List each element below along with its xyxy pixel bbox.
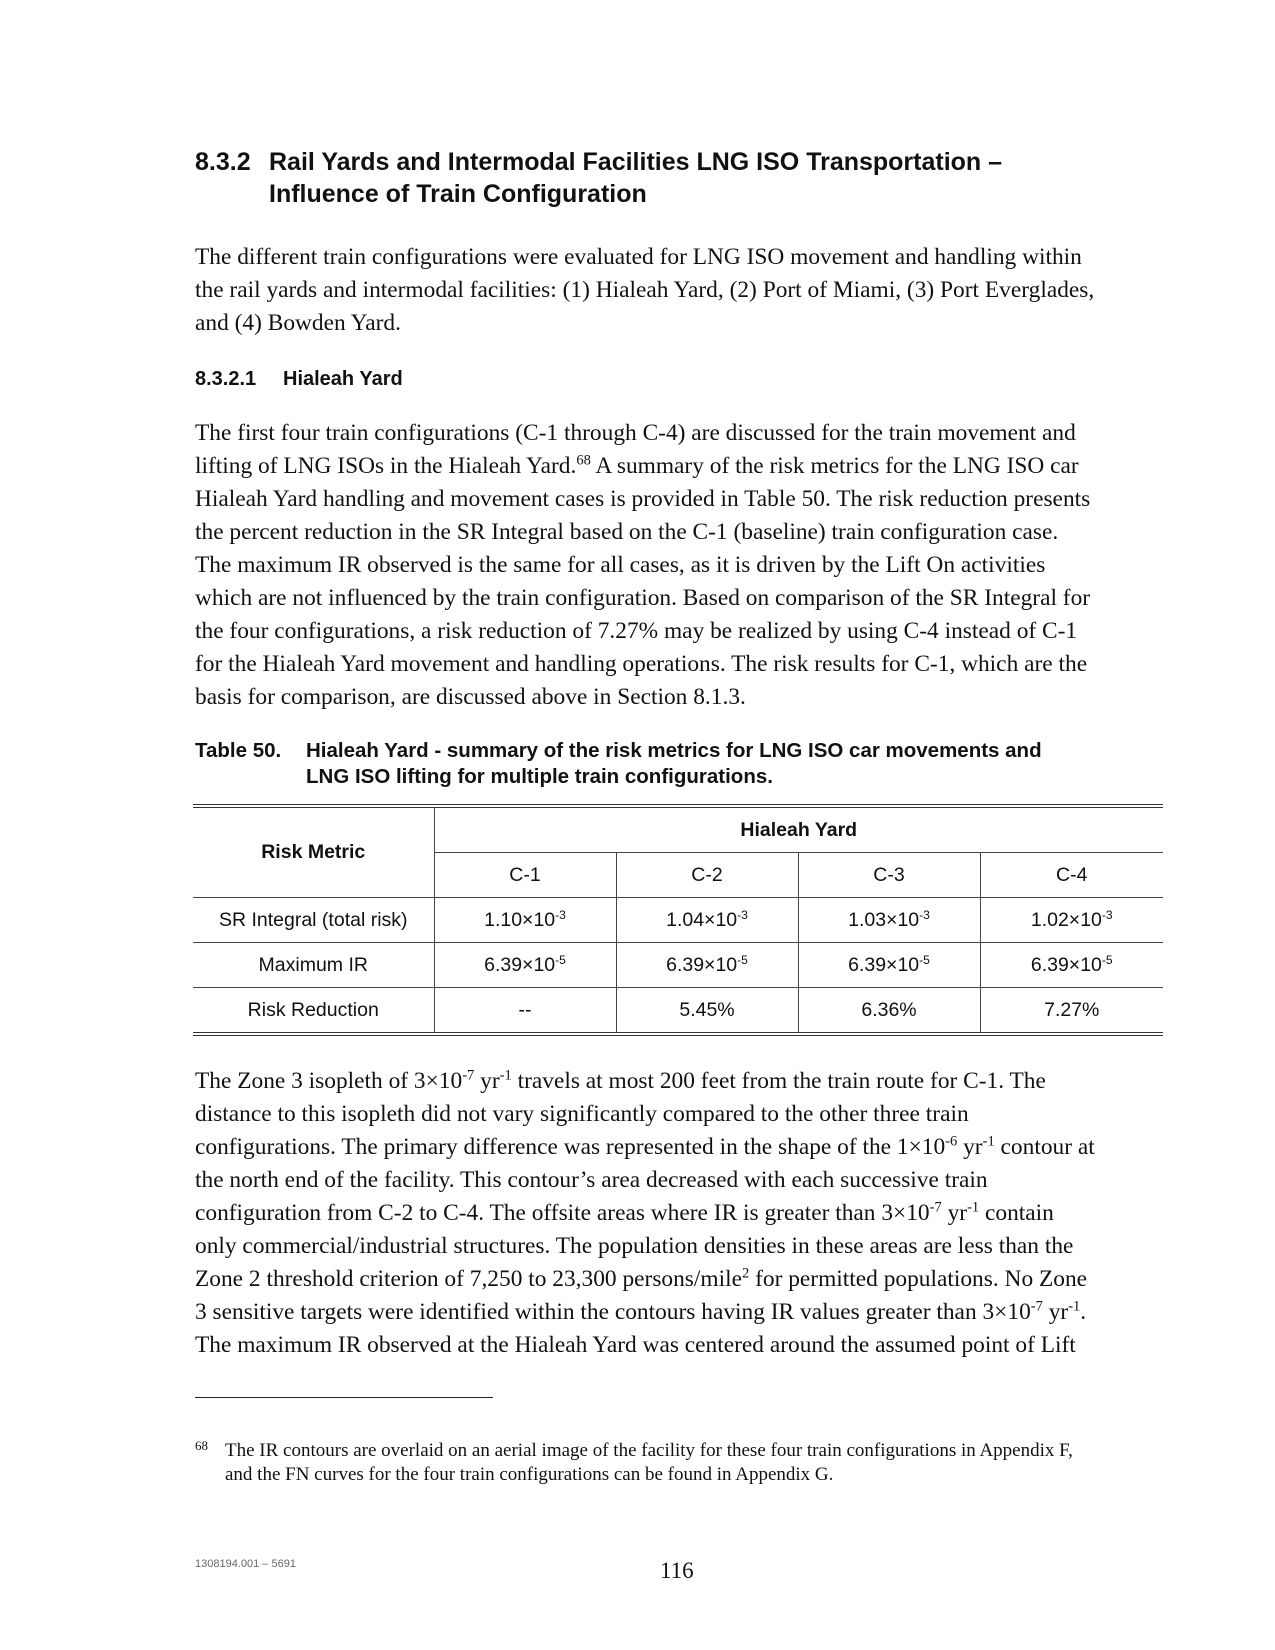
paragraph-line: The Zone 3 isopleth of $3\times 10^{-7}$ $yr^{-1}$ travels at most 200 feet from the train route for C-1. The bbox=[195, 1067, 1046, 1094]
section-number: 8.3.2 bbox=[195, 148, 251, 176]
zone-paragraph bbox=[195, 1065, 1155, 1362]
table-column-header: C-3 bbox=[798, 853, 980, 898]
table-column-header: C-4 bbox=[980, 853, 1163, 898]
subsection-number: 8.3.2.1 bbox=[195, 368, 257, 390]
paragraph-line: basis for comparison, are discussed above in Section 8.1.3. bbox=[195, 684, 746, 710]
table-cell: $6.39\times 10^{-5}$ bbox=[434, 943, 616, 988]
subsection-title: Hialeah Yard bbox=[283, 368, 403, 390]
table-cell: $1.10\times 10^{-3}$ bbox=[434, 898, 616, 943]
paragraph-line: 3 sensitive targets were identified within the contours having IR values greater than $3\times 10^{-7}$ $yr^{-1}$. bbox=[195, 1298, 1087, 1325]
footnote-reference[interactable]: 68 bbox=[576, 452, 591, 469]
page-number: 116 bbox=[660, 1558, 694, 1583]
table-cell: 5.45% bbox=[616, 988, 798, 1035]
section-title bbox=[269, 146, 1069, 210]
paragraph-line: distance to this isopleth did not vary significantly compared to the other three train bbox=[195, 1101, 969, 1127]
table-row bbox=[193, 988, 1163, 1035]
paragraph-line: The different train configurations were evaluated for LNG ISO movement and handling within bbox=[195, 244, 1082, 270]
table-row bbox=[193, 898, 1163, 943]
table-row-label: Maximum IR bbox=[193, 943, 434, 988]
paragraph-line: lifting of LNG ISOs in the Hialeah Yard.$^{68}$ A summary of the risk metrics for the LNG ISO car bbox=[195, 452, 1079, 479]
table-header-group: Hialeah Yard bbox=[434, 806, 1163, 853]
table-cell: $1.02\times 10^{-3}$ bbox=[980, 898, 1163, 943]
table-cell: 7.27% bbox=[980, 988, 1163, 1035]
table-column-header: C-1 bbox=[434, 853, 616, 898]
paragraph-line: the rail yards and intermodal facilities: (1) Hialeah Yard, (2) Port of Miami, (3) Port Everglades, bbox=[195, 277, 1095, 303]
table-cell: $1.04\times 10^{-3}$ bbox=[616, 898, 798, 943]
section-title-line: Rail Yards and Intermodal Facilities LNG ISO Transportation – bbox=[269, 148, 1003, 176]
table-row bbox=[193, 943, 1163, 988]
paragraph-line: the percent reduction in the SR Integral based on the C-1 (baseline) train configuration case. bbox=[195, 519, 1059, 545]
paragraph-line: The first four train configurations (C-1 through C-4) are discussed for the train movement and bbox=[195, 420, 1076, 446]
table-cell: $6.39\times 10^{-5}$ bbox=[616, 943, 798, 988]
table-header-risk-metric: Risk Metric bbox=[193, 806, 434, 898]
table-caption-label: Table 50. bbox=[195, 739, 282, 762]
table-row-label: Risk Reduction bbox=[247, 998, 379, 1021]
table-cell: -- bbox=[434, 988, 616, 1035]
paragraph-line: for the Hialeah Yard movement and handling operations. The risk results for C-1, which are the bbox=[195, 651, 1088, 677]
table-cell: $6.39\times 10^{-5}$ bbox=[798, 943, 980, 988]
table-column-header: C-2 bbox=[616, 853, 798, 898]
footnote-text: The IR contours are overlaid on an aerial image of the facility for these four train configurations in Appendix F, and the FN curves for the four train configurations can be found in Appendix G. bbox=[225, 1440, 1073, 1485]
paragraph-line: The maximum IR observed at the Hialeah Yard was centered around the assumed point of Lift bbox=[195, 1332, 1076, 1358]
paragraph-line: The maximum IR observed is the same for all cases, as it is driven by the Lift On activities bbox=[195, 552, 1046, 578]
hialeah-paragraph bbox=[195, 417, 1155, 714]
footnote-divider bbox=[195, 1397, 493, 1398]
paragraph-line: configuration from C-2 to C-4. The offsite areas where IR is greater than $3\times 10^{-7}$ $yr^{-1}$ contain bbox=[195, 1199, 1054, 1226]
section-title-line: Influence of Train Configuration bbox=[269, 180, 647, 208]
table-cell: $6.39\times 10^{-5}$ bbox=[980, 943, 1163, 988]
paragraph-line: configurations. The primary difference was represented in the shape of the $1\times 10^{-6}$ $yr^{-1}$ contour at bbox=[195, 1133, 1095, 1160]
intro-paragraph bbox=[195, 241, 1155, 340]
table-row-label: SR Integral (total risk) bbox=[193, 898, 434, 943]
paragraph-line: the four configurations, a risk reduction of 7.27% may be realized by using C-4 instead of C-1 bbox=[195, 618, 1078, 644]
table-caption-text: Hialeah Yard - summary of the risk metrics for LNG ISO car movements and LNG ISO lifting for multiple train configurations. bbox=[306, 739, 1042, 788]
paragraph-line: which are not influenced by the train configuration. Based on comparison of the SR Integral for bbox=[195, 585, 1091, 611]
table-cell: $1.03\times 10^{-3}$ bbox=[798, 898, 980, 943]
document-id: 1308194.001 – 5691 bbox=[195, 1558, 296, 1570]
table-cell: 6.36% bbox=[798, 988, 980, 1035]
paragraph-line: Zone 2 threshold criterion of 7,250 to 23,300 persons/mile$^2$ for permitted populations. No Zone bbox=[195, 1265, 1088, 1292]
risk-metrics-table bbox=[193, 804, 1163, 1036]
paragraph-line: the north end of the facility. This contour’s area decreased with each successive train bbox=[195, 1167, 988, 1193]
footnote-mark: 68 bbox=[195, 1438, 208, 1453]
paragraph-line: only commercial/industrial structures. The population densities in these areas are less than the bbox=[195, 1233, 1074, 1259]
paragraph-line: Hialeah Yard handling and movement cases is provided in Table 50. The risk reduction presents bbox=[195, 486, 1091, 512]
paragraph-line: and (4) Bowden Yard. bbox=[195, 310, 401, 336]
